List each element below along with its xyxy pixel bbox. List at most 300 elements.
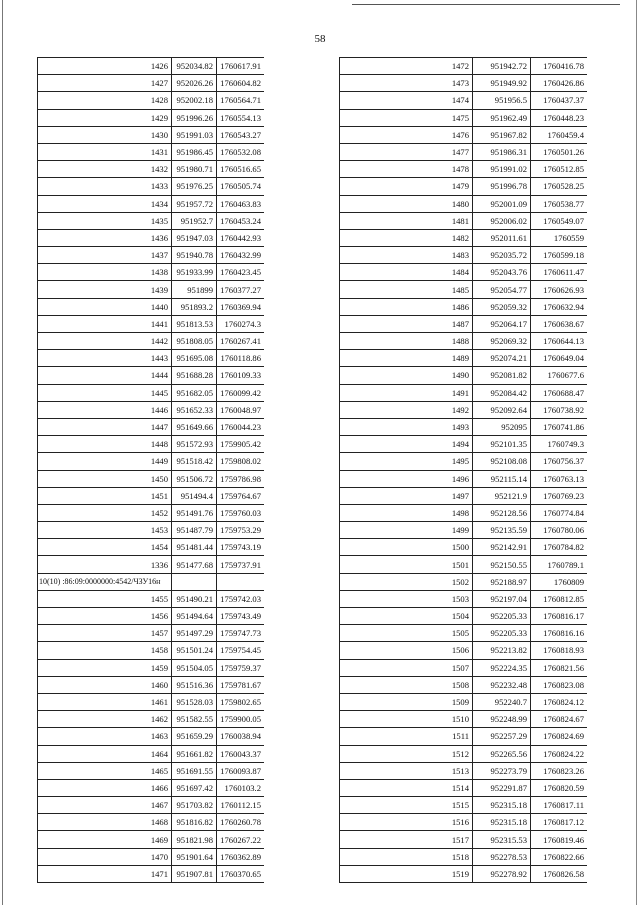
table-row bbox=[340, 58, 588, 75]
point-number-cell: 1446 bbox=[38, 401, 172, 418]
x-coordinate-cell: 951528.03 bbox=[172, 693, 217, 710]
x-coordinate-cell: 951952.7 bbox=[172, 212, 217, 229]
y-coordinate-cell: 1760512.85 bbox=[531, 161, 588, 178]
point-number-cell: 1502 bbox=[340, 573, 473, 590]
top-rule bbox=[352, 4, 620, 5]
y-coordinate-cell: 1760789.1 bbox=[531, 556, 588, 573]
table-row bbox=[340, 470, 588, 487]
x-coordinate-cell: 951808.05 bbox=[172, 333, 217, 350]
table-row bbox=[340, 367, 588, 384]
y-coordinate-cell: 1760738.92 bbox=[531, 401, 588, 418]
x-coordinate-cell: 951688.28 bbox=[172, 367, 217, 384]
table-row bbox=[38, 590, 265, 607]
y-coordinate-cell: 1760819.46 bbox=[531, 831, 588, 848]
point-number-cell: 1491 bbox=[340, 384, 473, 401]
y-coordinate-cell: 1760453.24 bbox=[217, 212, 265, 229]
y-coordinate-cell: 1760824.12 bbox=[531, 693, 588, 710]
x-coordinate-cell: 952213.82 bbox=[473, 642, 531, 659]
point-number-cell: 1469 bbox=[38, 831, 172, 848]
y-coordinate-cell: 1760549.07 bbox=[531, 212, 588, 229]
point-number-cell: 1468 bbox=[38, 814, 172, 831]
x-coordinate-cell: 951497.29 bbox=[172, 625, 217, 642]
y-coordinate-cell: 1760824.22 bbox=[531, 745, 588, 762]
y-coordinate-cell: 1760370.65 bbox=[217, 865, 265, 882]
x-coordinate-cell: 952081.82 bbox=[473, 367, 531, 384]
x-coordinate-cell: 952043.76 bbox=[473, 264, 531, 281]
x-coordinate-cell: 951996.26 bbox=[172, 109, 217, 126]
point-number-cell: 1510 bbox=[340, 711, 473, 728]
x-coordinate-cell: 952034.82 bbox=[172, 58, 217, 75]
y-coordinate-cell: 1760099.42 bbox=[217, 384, 265, 401]
table-row bbox=[38, 126, 265, 143]
x-coordinate-cell: 952095 bbox=[473, 418, 531, 435]
x-coordinate-cell: 951901.64 bbox=[172, 848, 217, 865]
x-coordinate-cell: 951659.29 bbox=[172, 728, 217, 745]
x-coordinate-cell: 952054.77 bbox=[473, 281, 531, 298]
table-row bbox=[38, 298, 265, 315]
y-coordinate-cell: 1760644.13 bbox=[531, 333, 588, 350]
table-row bbox=[340, 281, 588, 298]
y-coordinate-cell: 1760611.47 bbox=[531, 264, 588, 281]
x-coordinate-cell: 951980.71 bbox=[172, 161, 217, 178]
table-row bbox=[38, 418, 265, 435]
point-number-cell: 1477 bbox=[340, 143, 473, 160]
table-row bbox=[38, 143, 265, 160]
table-row bbox=[38, 573, 265, 590]
point-number-cell: 1476 bbox=[340, 126, 473, 143]
point-number-cell: 1478 bbox=[340, 161, 473, 178]
point-number-cell: 1439 bbox=[38, 281, 172, 298]
table-row bbox=[340, 797, 588, 814]
table-row bbox=[340, 247, 588, 264]
y-coordinate-cell: 1760741.86 bbox=[531, 418, 588, 435]
point-number-cell: 1481 bbox=[340, 212, 473, 229]
table-row bbox=[340, 642, 588, 659]
table-row bbox=[38, 229, 265, 246]
x-coordinate-cell: 951516.36 bbox=[172, 676, 217, 693]
x-coordinate-cell: 951933.99 bbox=[172, 264, 217, 281]
table-row bbox=[38, 779, 265, 796]
y-coordinate-cell: 1760820.59 bbox=[531, 779, 588, 796]
table-row bbox=[38, 470, 265, 487]
y-coordinate-cell: 1760112.15 bbox=[217, 797, 265, 814]
table-row bbox=[38, 693, 265, 710]
x-coordinate-cell: 951490.21 bbox=[172, 590, 217, 607]
y-coordinate-cell: 1759743.49 bbox=[217, 608, 265, 625]
table-row bbox=[340, 745, 588, 762]
point-number-cell: 1470 bbox=[38, 848, 172, 865]
table-row bbox=[340, 333, 588, 350]
y-coordinate-cell: 1760528.25 bbox=[531, 178, 588, 195]
x-coordinate-cell: 951976.25 bbox=[172, 178, 217, 195]
y-coordinate-cell: 1760109.33 bbox=[217, 367, 265, 384]
table-row bbox=[340, 762, 588, 779]
x-coordinate-cell: 951986.45 bbox=[172, 143, 217, 160]
y-coordinate-cell: 1760554.13 bbox=[217, 109, 265, 126]
x-coordinate-cell: 951942.72 bbox=[473, 58, 531, 75]
point-number-cell: 1507 bbox=[340, 659, 473, 676]
y-coordinate-cell: 1760756.37 bbox=[531, 453, 588, 470]
point-number-cell: 1500 bbox=[340, 539, 473, 556]
table-row bbox=[38, 814, 265, 831]
point-number-cell: 1456 bbox=[38, 608, 172, 625]
x-coordinate-cell: 951949.92 bbox=[473, 75, 531, 92]
coordinates-table-right bbox=[339, 57, 587, 883]
table-row bbox=[340, 109, 588, 126]
y-coordinate-cell: 1760774.84 bbox=[531, 504, 588, 521]
x-coordinate-cell: 951501.24 bbox=[172, 642, 217, 659]
point-number-cell: 1512 bbox=[340, 745, 473, 762]
y-coordinate-cell: 1759737.91 bbox=[217, 556, 265, 573]
table-row bbox=[340, 814, 588, 831]
y-coordinate-cell: 1760038.94 bbox=[217, 728, 265, 745]
table-row bbox=[38, 728, 265, 745]
table-row bbox=[340, 126, 588, 143]
table-row bbox=[38, 831, 265, 848]
x-coordinate-cell: 951477.68 bbox=[172, 556, 217, 573]
x-coordinate-cell bbox=[172, 573, 217, 590]
y-coordinate-cell: 1760824.67 bbox=[531, 711, 588, 728]
point-number-cell: 1479 bbox=[340, 178, 473, 195]
point-number-cell: 1442 bbox=[38, 333, 172, 350]
x-coordinate-cell: 951491.76 bbox=[172, 504, 217, 521]
y-coordinate-cell: 1760822.66 bbox=[531, 848, 588, 865]
point-number-cell: 1431 bbox=[38, 143, 172, 160]
table-row bbox=[38, 92, 265, 109]
x-coordinate-cell: 951991.03 bbox=[172, 126, 217, 143]
table-row bbox=[38, 109, 265, 126]
point-number-cell: 1482 bbox=[340, 229, 473, 246]
point-number-cell: 1438 bbox=[38, 264, 172, 281]
point-number-cell: 1473 bbox=[340, 75, 473, 92]
y-coordinate-cell: 1760823.26 bbox=[531, 762, 588, 779]
x-coordinate-cell: 952059.32 bbox=[473, 298, 531, 315]
table-row bbox=[340, 676, 588, 693]
table-row bbox=[38, 178, 265, 195]
x-coordinate-cell: 951940.78 bbox=[172, 247, 217, 264]
table-row bbox=[38, 315, 265, 332]
table-row bbox=[38, 865, 265, 882]
point-number-cell: 1511 bbox=[340, 728, 473, 745]
point-number-cell: 1433 bbox=[38, 178, 172, 195]
y-coordinate-cell: 1760638.67 bbox=[531, 315, 588, 332]
point-number-cell: 1503 bbox=[340, 590, 473, 607]
x-coordinate-cell: 951691.55 bbox=[172, 762, 217, 779]
table-row bbox=[340, 436, 588, 453]
x-coordinate-cell: 951947.03 bbox=[172, 229, 217, 246]
point-number-cell: 1462 bbox=[38, 711, 172, 728]
x-coordinate-cell: 951816.82 bbox=[172, 814, 217, 831]
x-coordinate-cell: 951813.53 bbox=[172, 315, 217, 332]
point-number-cell: 1490 bbox=[340, 367, 473, 384]
x-coordinate-cell: 952291.87 bbox=[473, 779, 531, 796]
x-coordinate-cell: 952150.55 bbox=[473, 556, 531, 573]
table-row bbox=[340, 212, 588, 229]
table-row bbox=[38, 247, 265, 264]
y-coordinate-cell: 1759759.37 bbox=[217, 659, 265, 676]
table-row bbox=[38, 797, 265, 814]
table-row bbox=[340, 728, 588, 745]
point-number-cell: 1429 bbox=[38, 109, 172, 126]
table-row bbox=[38, 367, 265, 384]
x-coordinate-cell: 952001.09 bbox=[473, 195, 531, 212]
table-row bbox=[38, 504, 265, 521]
coordinates-table-left bbox=[37, 57, 264, 883]
x-coordinate-cell: 951649.66 bbox=[172, 418, 217, 435]
table-row bbox=[38, 350, 265, 367]
x-coordinate-cell: 952006.02 bbox=[473, 212, 531, 229]
x-coordinate-cell: 952002.18 bbox=[172, 92, 217, 109]
y-coordinate-cell: 1759802.65 bbox=[217, 693, 265, 710]
x-coordinate-cell: 951907.81 bbox=[172, 865, 217, 882]
x-coordinate-cell: 951504.05 bbox=[172, 659, 217, 676]
point-number-cell: 1505 bbox=[340, 625, 473, 642]
x-coordinate-cell: 952257.29 bbox=[473, 728, 531, 745]
table-row bbox=[38, 333, 265, 350]
y-coordinate-cell: 1760516.65 bbox=[217, 161, 265, 178]
point-number-cell: 1452 bbox=[38, 504, 172, 521]
y-coordinate-cell: 1759754.45 bbox=[217, 642, 265, 659]
y-coordinate-cell: 1759753.29 bbox=[217, 522, 265, 539]
point-number-cell: 1453 bbox=[38, 522, 172, 539]
point-number-cell: 1465 bbox=[38, 762, 172, 779]
point-number-cell: 1487 bbox=[340, 315, 473, 332]
table-row bbox=[340, 298, 588, 315]
point-number-cell: 1504 bbox=[340, 608, 473, 625]
y-coordinate-cell: 1760617.91 bbox=[217, 58, 265, 75]
table-row bbox=[340, 590, 588, 607]
point-number-cell: 1514 bbox=[340, 779, 473, 796]
table-row bbox=[38, 58, 265, 75]
point-number-cell: 1488 bbox=[340, 333, 473, 350]
point-number-cell: 1513 bbox=[340, 762, 473, 779]
point-number-cell: 1485 bbox=[340, 281, 473, 298]
point-number-cell: 1506 bbox=[340, 642, 473, 659]
y-coordinate-cell: 1760632.94 bbox=[531, 298, 588, 315]
x-coordinate-cell: 951957.72 bbox=[172, 195, 217, 212]
x-coordinate-cell: 952121.9 bbox=[473, 487, 531, 504]
table-row bbox=[38, 676, 265, 693]
y-coordinate-cell: 1760274.3 bbox=[217, 315, 265, 332]
x-coordinate-cell: 951967.82 bbox=[473, 126, 531, 143]
table-row bbox=[340, 195, 588, 212]
point-number-cell: 1437 bbox=[38, 247, 172, 264]
table-row bbox=[38, 436, 265, 453]
x-coordinate-cell: 951899 bbox=[172, 281, 217, 298]
point-number-cell: 1499 bbox=[340, 522, 473, 539]
table-row bbox=[38, 384, 265, 401]
point-number-cell: 1515 bbox=[340, 797, 473, 814]
table-row bbox=[38, 487, 265, 504]
y-coordinate-cell: 1760044.23 bbox=[217, 418, 265, 435]
y-coordinate-cell: 1760463.83 bbox=[217, 195, 265, 212]
table-row bbox=[38, 212, 265, 229]
point-number-cell: 1443 bbox=[38, 350, 172, 367]
table-row bbox=[38, 642, 265, 659]
y-coordinate-cell: 1760118.86 bbox=[217, 350, 265, 367]
x-coordinate-cell: 952064.17 bbox=[473, 315, 531, 332]
point-number-cell: 1493 bbox=[340, 418, 473, 435]
x-coordinate-cell: 951695.08 bbox=[172, 350, 217, 367]
x-coordinate-cell: 952197.04 bbox=[473, 590, 531, 607]
y-coordinate-cell: 1760677.6 bbox=[531, 367, 588, 384]
x-coordinate-cell: 951652.33 bbox=[172, 401, 217, 418]
point-number-cell: 1471 bbox=[38, 865, 172, 882]
table-row bbox=[340, 711, 588, 728]
y-coordinate-cell: 1760816.16 bbox=[531, 625, 588, 642]
x-coordinate-cell: 951582.55 bbox=[172, 711, 217, 728]
y-coordinate-cell: 1759786.98 bbox=[217, 470, 265, 487]
point-number-cell: 1457 bbox=[38, 625, 172, 642]
y-coordinate-cell: 1759743.19 bbox=[217, 539, 265, 556]
point-number-cell: 1472 bbox=[340, 58, 473, 75]
point-number-cell: 1436 bbox=[38, 229, 172, 246]
x-coordinate-cell: 952265.56 bbox=[473, 745, 531, 762]
x-coordinate-cell: 952069.32 bbox=[473, 333, 531, 350]
table-row bbox=[38, 659, 265, 676]
y-coordinate-cell: 1759905.42 bbox=[217, 436, 265, 453]
x-coordinate-cell: 951572.93 bbox=[172, 436, 217, 453]
table-row bbox=[340, 384, 588, 401]
table-row bbox=[38, 745, 265, 762]
table-row bbox=[340, 161, 588, 178]
point-number-cell: 1445 bbox=[38, 384, 172, 401]
point-number-cell: 1460 bbox=[38, 676, 172, 693]
x-coordinate-cell: 952315.18 bbox=[473, 797, 531, 814]
point-number-cell: 1434 bbox=[38, 195, 172, 212]
x-coordinate-cell: 951697.42 bbox=[172, 779, 217, 796]
table-row bbox=[340, 504, 588, 521]
table-row bbox=[340, 453, 588, 470]
table-row bbox=[340, 693, 588, 710]
x-coordinate-cell: 952074.21 bbox=[473, 350, 531, 367]
point-number-cell: 1495 bbox=[340, 453, 473, 470]
table-row bbox=[340, 539, 588, 556]
y-coordinate-cell: 1760821.56 bbox=[531, 659, 588, 676]
x-coordinate-cell: 952011.61 bbox=[473, 229, 531, 246]
y-coordinate-cell bbox=[217, 573, 265, 590]
table-row bbox=[340, 608, 588, 625]
y-coordinate-cell: 1760604.82 bbox=[217, 75, 265, 92]
point-number-cell: 1484 bbox=[340, 264, 473, 281]
table-row bbox=[340, 350, 588, 367]
point-number-cell: 1494 bbox=[340, 436, 473, 453]
x-coordinate-cell: 951893.2 bbox=[172, 298, 217, 315]
table-row bbox=[340, 865, 588, 882]
y-coordinate-cell: 1760780.06 bbox=[531, 522, 588, 539]
y-coordinate-cell: 1760749.3 bbox=[531, 436, 588, 453]
y-coordinate-cell: 1760048.97 bbox=[217, 401, 265, 418]
y-coordinate-cell: 1760377.27 bbox=[217, 281, 265, 298]
x-coordinate-cell: 951991.02 bbox=[473, 161, 531, 178]
x-coordinate-cell: 952278.92 bbox=[473, 865, 531, 882]
point-number-cell: 1509 bbox=[340, 693, 473, 710]
table-row bbox=[340, 779, 588, 796]
x-coordinate-cell: 951494.64 bbox=[172, 608, 217, 625]
table-row bbox=[38, 453, 265, 470]
y-coordinate-cell: 1760442.93 bbox=[217, 229, 265, 246]
point-number-cell: 1496 bbox=[340, 470, 473, 487]
x-coordinate-cell: 952315.53 bbox=[473, 831, 531, 848]
x-coordinate-cell: 951506.72 bbox=[172, 470, 217, 487]
y-coordinate-cell: 1760559 bbox=[531, 229, 588, 246]
point-number-cell: 1444 bbox=[38, 367, 172, 384]
y-coordinate-cell: 1760103.2 bbox=[217, 779, 265, 796]
table-row bbox=[340, 625, 588, 642]
x-coordinate-cell: 952205.33 bbox=[473, 608, 531, 625]
point-number-cell: 1516 bbox=[340, 814, 473, 831]
y-coordinate-cell: 1760459.4 bbox=[531, 126, 588, 143]
table-row bbox=[38, 401, 265, 418]
y-coordinate-cell: 1760093.87 bbox=[217, 762, 265, 779]
table-row bbox=[340, 143, 588, 160]
point-number-cell: 1486 bbox=[340, 298, 473, 315]
y-coordinate-cell: 1760267.41 bbox=[217, 333, 265, 350]
x-coordinate-cell: 951962.49 bbox=[473, 109, 531, 126]
x-coordinate-cell: 951986.31 bbox=[473, 143, 531, 160]
point-number-cell: 1440 bbox=[38, 298, 172, 315]
point-number-cell: 1475 bbox=[340, 109, 473, 126]
point-number-cell: 1430 bbox=[38, 126, 172, 143]
x-coordinate-cell: 952035.72 bbox=[473, 247, 531, 264]
table-row bbox=[340, 264, 588, 281]
table-row bbox=[38, 281, 265, 298]
point-number-cell: 1448 bbox=[38, 436, 172, 453]
y-coordinate-cell: 1760501.26 bbox=[531, 143, 588, 160]
y-coordinate-cell: 1760769.23 bbox=[531, 487, 588, 504]
y-coordinate-cell: 1760267.22 bbox=[217, 831, 265, 848]
x-coordinate-cell: 951996.78 bbox=[473, 178, 531, 195]
table-row bbox=[340, 92, 588, 109]
x-coordinate-cell: 952092.64 bbox=[473, 401, 531, 418]
y-coordinate-cell: 1760817.11 bbox=[531, 797, 588, 814]
x-coordinate-cell: 951487.79 bbox=[172, 522, 217, 539]
x-coordinate-cell: 952278.53 bbox=[473, 848, 531, 865]
point-number-cell: 1501 bbox=[340, 556, 473, 573]
y-coordinate-cell: 1760532.08 bbox=[217, 143, 265, 160]
y-coordinate-cell: 1759764.67 bbox=[217, 487, 265, 504]
point-number-cell: 1427 bbox=[38, 75, 172, 92]
x-coordinate-cell: 952108.08 bbox=[473, 453, 531, 470]
y-coordinate-cell: 1760543.27 bbox=[217, 126, 265, 143]
point-number-cell: 1435 bbox=[38, 212, 172, 229]
x-coordinate-cell: 952135.59 bbox=[473, 522, 531, 539]
y-coordinate-cell: 1760416.78 bbox=[531, 58, 588, 75]
table-row bbox=[340, 848, 588, 865]
x-coordinate-cell: 951661.82 bbox=[172, 745, 217, 762]
y-coordinate-cell: 1760809 bbox=[531, 573, 588, 590]
table-row bbox=[340, 573, 588, 590]
table-row bbox=[340, 75, 588, 92]
x-coordinate-cell: 951682.05 bbox=[172, 384, 217, 401]
table-row bbox=[38, 556, 265, 573]
point-number-cell: 1449 bbox=[38, 453, 172, 470]
y-coordinate-cell: 1760816.17 bbox=[531, 608, 588, 625]
table-row bbox=[38, 608, 265, 625]
y-coordinate-cell: 1760538.77 bbox=[531, 195, 588, 212]
scan-left-edge bbox=[2, 0, 3, 905]
x-coordinate-cell: 952115.14 bbox=[473, 470, 531, 487]
table-row bbox=[38, 75, 265, 92]
y-coordinate-cell: 1759900.05 bbox=[217, 711, 265, 728]
table-row bbox=[38, 264, 265, 281]
y-coordinate-cell: 1760426.86 bbox=[531, 75, 588, 92]
table-row bbox=[340, 418, 588, 435]
x-coordinate-cell: 951703.82 bbox=[172, 797, 217, 814]
point-number-cell: 1426 bbox=[38, 58, 172, 75]
table-row bbox=[38, 625, 265, 642]
table-row bbox=[38, 762, 265, 779]
